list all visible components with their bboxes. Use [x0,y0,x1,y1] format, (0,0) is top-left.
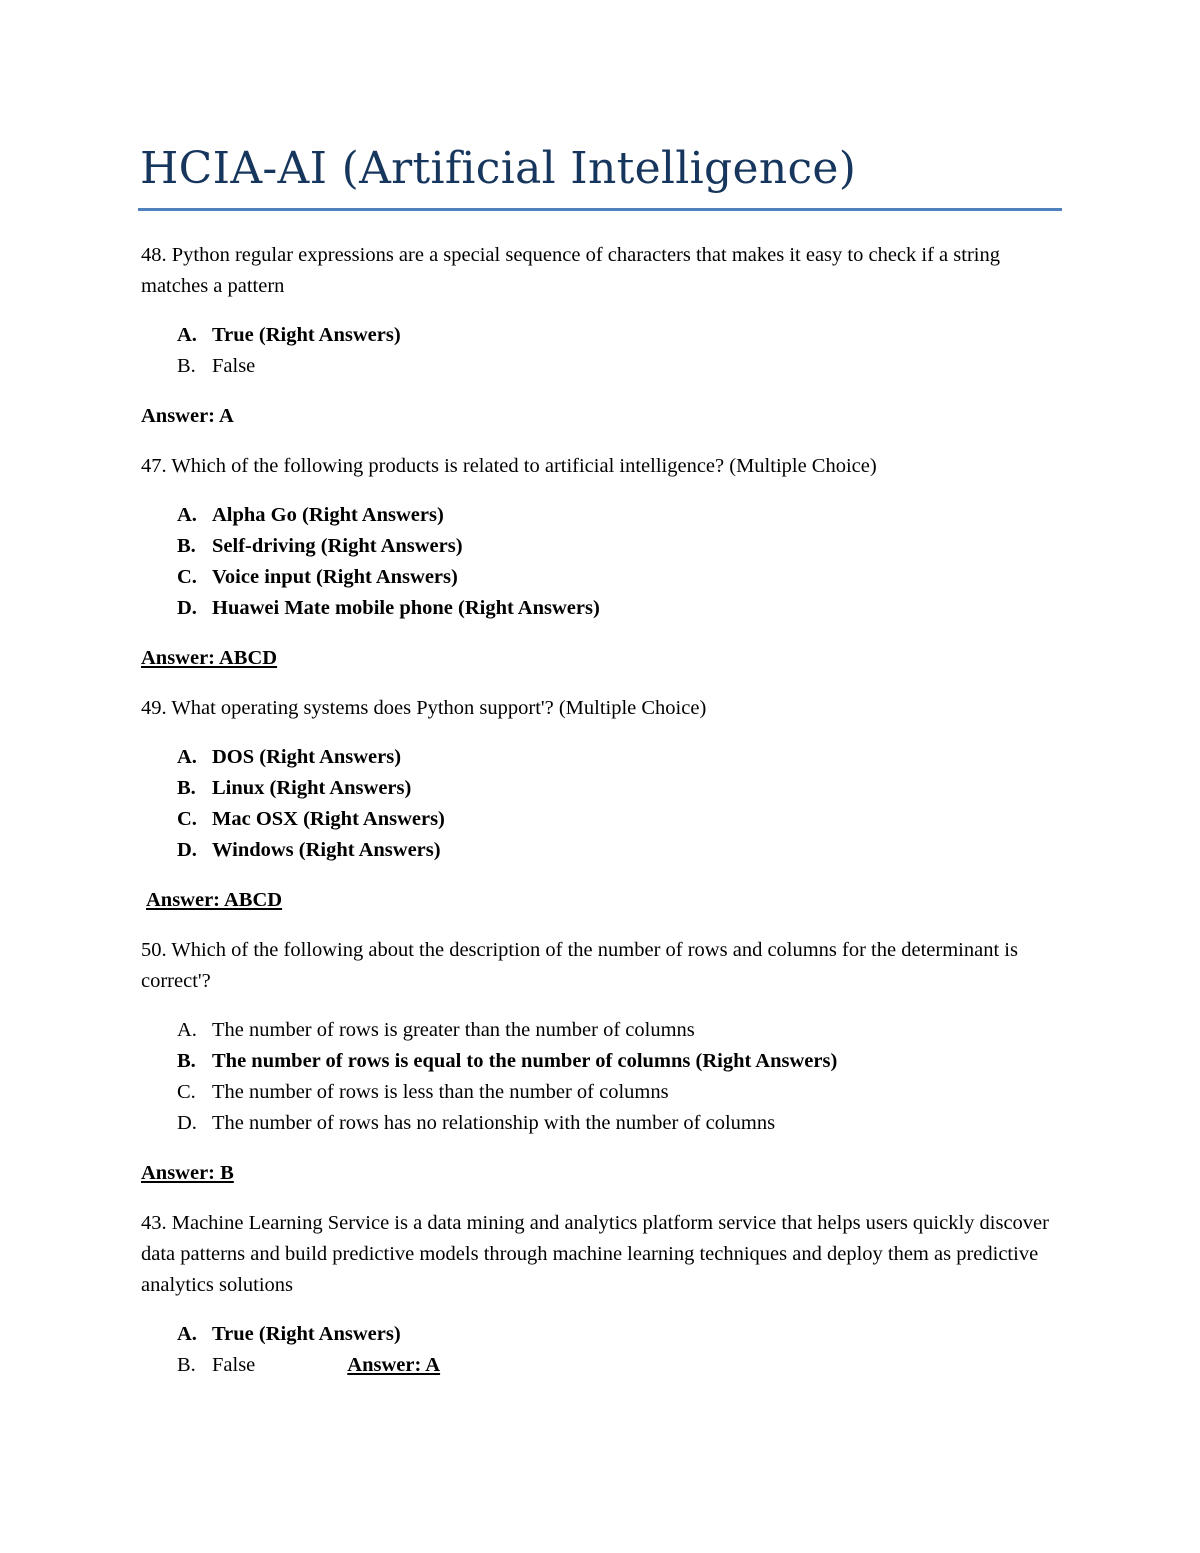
question-49-answer: Answer: ABCD [146,889,283,911]
option-a: A. The number of rows is greater than the number of columns [177,1019,695,1041]
title-underline-rule [138,208,1062,211]
question-47-answer: Answer: ABCD [141,647,278,669]
option-a: A. Alpha Go (Right Answers) [177,504,444,526]
option-a: A. DOS (Right Answers) [177,746,402,768]
option-d: D. The number of rows has no relationship with the number of columns [177,1112,776,1134]
option-a: A. True (Right Answers) [177,1323,401,1345]
option-b: B. The number of rows is equal to the number of columns (Right Answers) [177,1050,838,1072]
document-title: HCIA-AI (Artificial Intelligence) [140,143,857,194]
question-43-answer: Answer: A [347,1354,441,1376]
option-a: A. True (Right Answers) [177,324,401,346]
option-d: D. Huawei Mate mobile phone (Right Answers) [177,597,600,619]
option-c: C. Mac OSX (Right Answers) [177,808,445,830]
option-b: B. Self-driving (Right Answers) [177,535,463,557]
option-b: B. False [177,355,256,377]
option-c: C. Voice input (Right Answers) [177,566,458,588]
document-body [141,240,1061,1381]
option-b: B. Linux (Right Answers) [177,777,412,799]
question-49-text: 49. What operating systems does Python support'? (Multiple Choice) [141,697,707,719]
option-b: B. False Answer: A [177,1354,441,1376]
option-c: C. The number of rows is less than the number of columns [177,1081,669,1103]
question-43-options [141,1319,1061,1381]
question-48-text: 48. Python regular expressions are a special sequence of characters that makes it easy to check if a string matches a pattern [141,244,1000,297]
question-50-text: 50. Which of the following about the description of the number of rows and columns for the determinant is correct'? [141,939,1018,992]
question-47-options [141,500,1061,624]
question-49-options [141,742,1061,866]
question-50-answer: Answer: B [141,1162,234,1184]
question-48-options [141,320,1061,382]
question-50-options [141,1015,1061,1139]
question-48-answer: Answer: A [141,405,234,427]
option-d: D. Windows (Right Answers) [177,839,441,861]
question-47-text: 47. Which of the following products is related to artificial intelligence? (Multiple Choice) [141,455,877,477]
question-43-text: 43. Machine Learning Service is a data mining and analytics platform service that helps users quickly discover data patterns and build predictive models through machine learning techniques and deploy them as predictive analytics solutions [141,1212,1049,1296]
